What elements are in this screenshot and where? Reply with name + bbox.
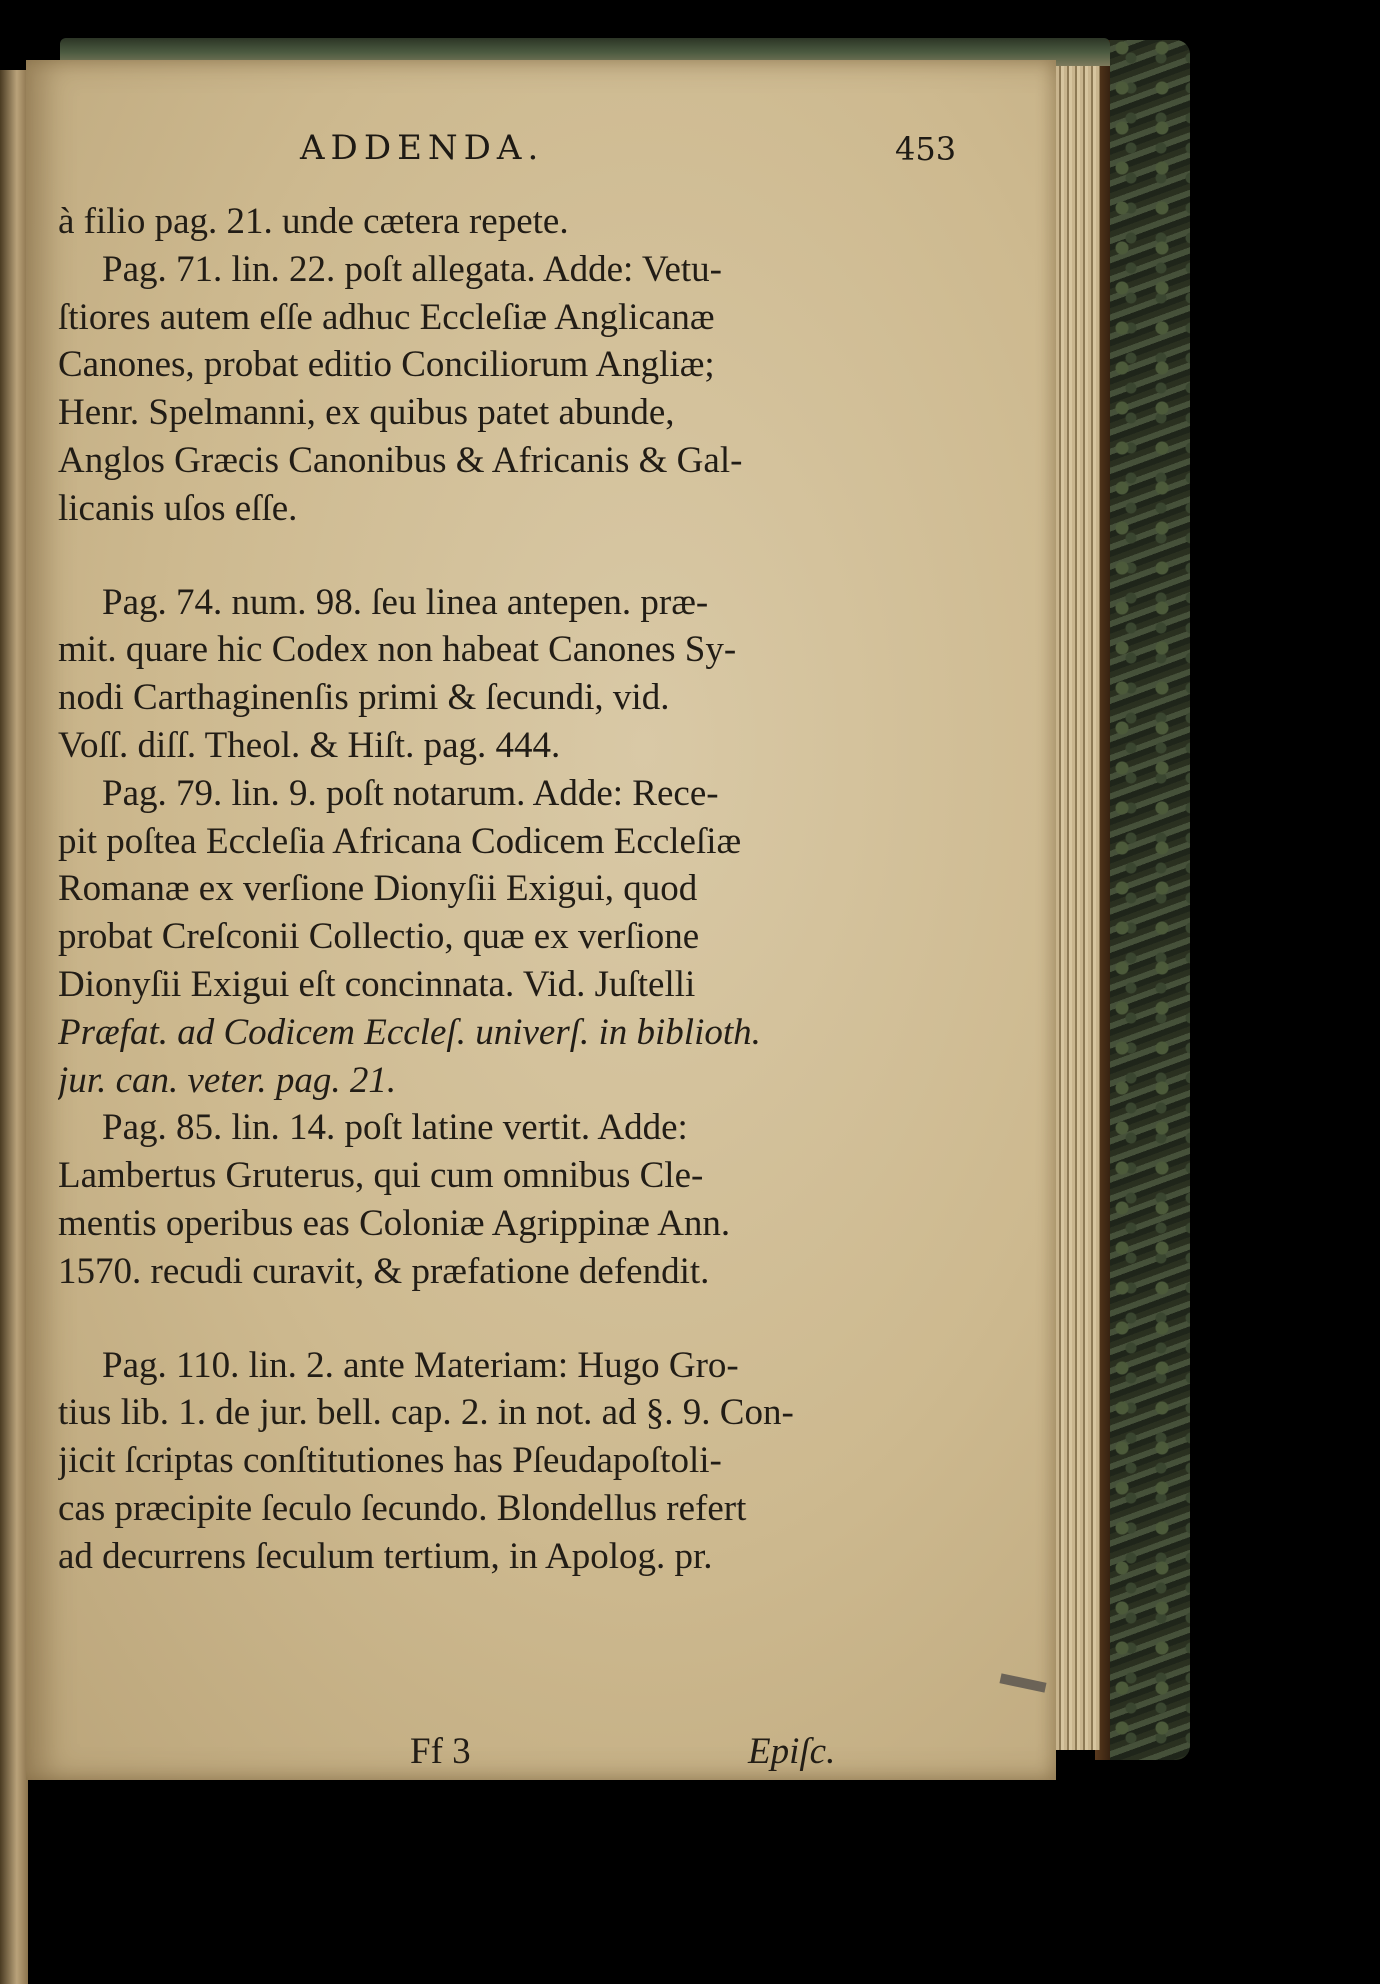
text-line: Lambertus Gruterus, qui cum omnibus Cle- <box>58 1155 704 1197</box>
paragraph-1 <box>58 198 888 246</box>
paragraph-3 <box>58 579 888 770</box>
running-head: ADDENDA. <box>300 128 545 168</box>
text-line: 1570. recudi curavit, & præfatione defendit. <box>58 1250 710 1292</box>
text-line: cas præcipite ſeculo ſecundo. Blondellus refert <box>58 1487 747 1529</box>
text-line: Romanæ ex verſione Dionyſii Exigui, quod <box>58 868 698 910</box>
text-line: tius lib. 1. de jur. bell. cap. 2. in not. ad §. 9. Con- <box>58 1392 794 1434</box>
text-line: Pag. 110. lin. 2. ante Materiam: Hugo Gro- <box>102 1344 739 1386</box>
paragraph-4 <box>58 770 888 1105</box>
text-line: à filio pag. 21. unde cætera repete. <box>58 201 569 242</box>
text-line: pit poſtea Eccleſia Africana Codicem Eccleſiæ <box>58 820 742 862</box>
text-line: Pag. 85. lin. 14. poſt latine vertit. Adde: <box>102 1107 688 1149</box>
text-line: Canones, probat editio Conciliorum Angliæ; <box>58 344 715 386</box>
text-line: Pag. 71. lin. 22. poſt allegata. Adde: Vetu- <box>102 248 723 290</box>
text-line: Voſſ. diſſ. Theol. & Hiſt. pag. 444. <box>58 724 561 766</box>
page-number: 453 <box>895 130 957 168</box>
text-line: probat Creſconii Collectio, quæ ex verſione <box>58 916 700 958</box>
catchword: Epiſc. <box>748 1731 836 1772</box>
paragraph-6 <box>58 1342 888 1581</box>
printer-signature: Ff 3 <box>410 1731 471 1772</box>
paragraph-5 <box>58 1104 888 1295</box>
paragraph-2 <box>58 246 888 533</box>
text-line: mentis operibus eas Coloniæ Agrippinæ Ann. <box>58 1202 731 1244</box>
text-line: Pag. 74. num. 98. ſeu linea antepen. præ- <box>102 581 709 623</box>
text-line: Pag. 79. lin. 9. poſt notarum. Adde: Rece- <box>102 772 719 814</box>
page-body <box>58 198 888 1581</box>
text-line: mit. quare hic Codex non habeat Canones Sy- <box>58 629 737 671</box>
text-line: ad decurrens ſeculum tertium, in Apolog. pr. <box>58 1535 713 1577</box>
text-line: Anglos Græcis Canonibus & Africanis & Gal- <box>58 439 743 481</box>
text-line: ſtiores autem eſſe adhuc Eccleſiæ Anglicanæ <box>58 296 715 338</box>
facing-page-edge <box>0 70 28 1984</box>
text-line: licanis uſos eſſe. <box>58 487 298 529</box>
text-line: Henr. Spelmanni, ex quibus patet abunde, <box>58 392 675 434</box>
text-line: Præfat. ad Codicem Eccleſ. univerſ. in biblioth. <box>58 1011 761 1053</box>
text-line: nodi Carthaginenſis primi & ſecundi, vid. <box>58 677 670 719</box>
text-line: Dionyſii Exigui eſt concinnata. Vid. Juſtelli <box>58 963 696 1005</box>
text-line: jicit ſcriptas conſtitutiones has Pſeudapoſtoli- <box>58 1440 722 1482</box>
text-line: jur. can. veter. pag. 21. <box>58 1059 397 1101</box>
marbled-cover <box>1110 40 1190 1760</box>
